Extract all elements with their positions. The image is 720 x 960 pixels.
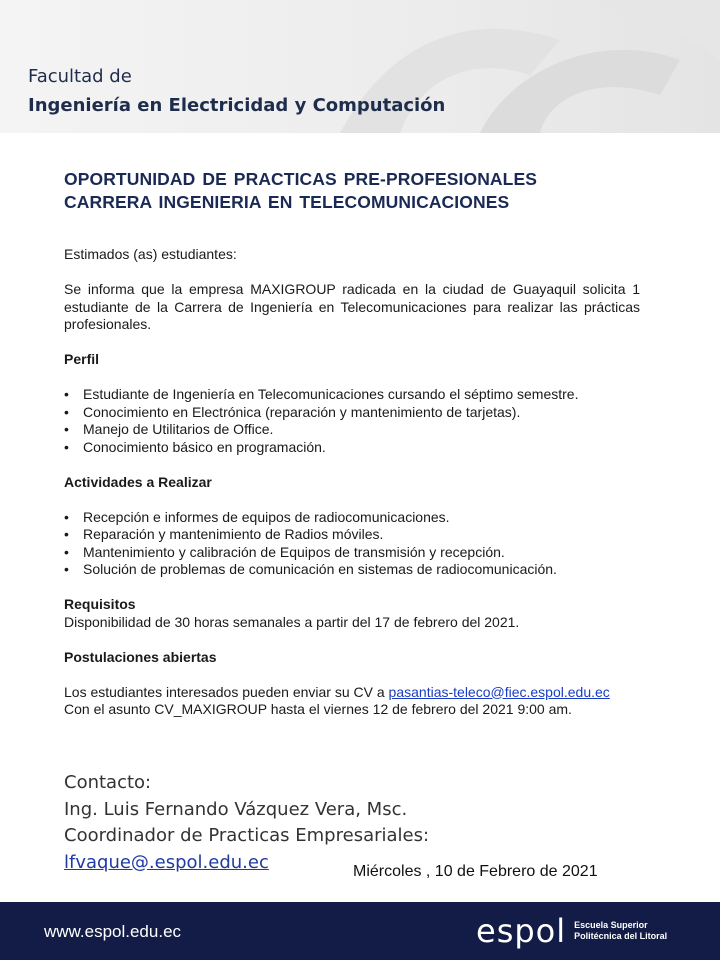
contact-name: Ing. Luis Fernando Vázquez Vera, Msc. [64,798,408,820]
title-line-1: OPORTUNIDAD DE PRACTICAS PRE-PROFESIONALES [64,169,538,189]
contact-role: Coordinador de Practicas Empresariales: [64,825,430,846]
perfil-item: • Conocimiento en Electrónica (reparación y mantenimiento de tarjetas). [64,404,640,422]
footer-website[interactable]: www.espol.edu.ec [44,922,182,941]
footer-bar [0,902,720,960]
announcement-body [64,168,640,719]
actividad-item: • Mantenimiento y calibración de Equipos de transmisión y recepción. [64,544,640,562]
perfil-item: • Manejo de Utilitarios de Office. [64,421,640,439]
espol-logo-subtitle [574,920,667,942]
header-banner [0,0,720,133]
postulaciones-line-1 [64,684,640,702]
requisitos-heading: Requisitos [64,596,136,612]
actividad-item: • Recepción e informes de equipos de radiocomunicaciones. [64,509,640,527]
postulaciones-line-2: Con el asunto CV_MAXIGROUP hasta el viernes 12 de febrero del 2021 9:00 am. [64,701,572,717]
contact-label: Contacto: [64,772,152,793]
espol-logo-word: espol [476,912,567,950]
faculty-label: Facultad de [28,66,132,87]
postulaciones-prefix: Los estudiantes interesados pueden enviar su CV a [64,683,389,700]
perfil-heading: Perfil [64,351,100,367]
actividades-heading: Actividades a Realizar [64,473,212,490]
actividad-item: • Reparación y mantenimiento de Radios móviles. [64,526,640,544]
postulaciones-heading: Postulaciones abiertas [64,648,217,665]
actividades-list [64,509,640,579]
publication-date: Miércoles , 10 de Febrero de 2021 [353,863,598,880]
contact-email-link[interactable]: lfvaque@.espol.edu.ec [64,851,269,873]
espol-logo [476,910,667,952]
logo-sub-line-2: Politécnica del Litoral [574,931,668,941]
contact-block [64,770,429,876]
announcement-title [64,168,640,214]
requisitos-text: Disponibilidad de 30 horas semanales a partir del 17 de febrero del 2021. [64,613,520,630]
title-line-2: CARRERA INGENIERIA EN TELECOMUNICACIONES [64,192,510,212]
pasantias-email-link[interactable]: pasantias-teleco@fiec.espol.edu.ec [388,683,610,700]
actividad-item: • Solución de problemas de comunicación en sistemas de radiocomunicación. [64,561,640,579]
intro-paragraph: Se informa que la empresa MAXIGROUP radicada en la ciudad de Guayaquil solicita 1 estudiante de la Carrera de Ingeniería en Telecomunicaciones para realizar las prácticas profesionales. [64,281,640,332]
greeting: Estimados (as) estudiantes: [64,246,237,262]
perfil-list [64,386,640,456]
faculty-name: Ingeniería en Electricidad y Computación [28,95,446,116]
perfil-item: • Estudiante de Ingeniería en Telecomunicaciones cursando el séptimo semestre. [64,386,640,404]
logo-sub-line-1: Escuela Superior [574,920,648,930]
perfil-item: • Conocimiento básico en programación. [64,439,640,457]
